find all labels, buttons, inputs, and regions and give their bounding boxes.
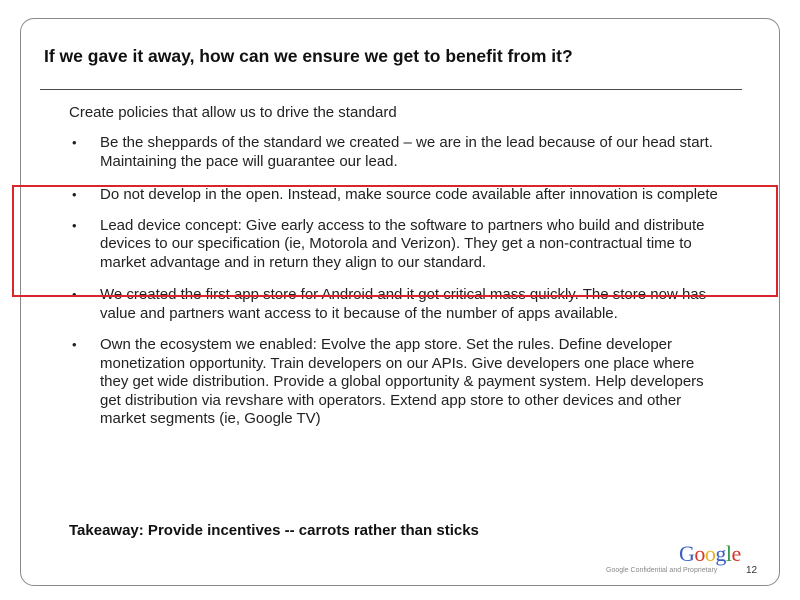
list-item bbox=[72, 134, 722, 171]
list-item bbox=[72, 336, 722, 429]
bullet-text: Lead device concept: Give early access to the software to partners who build and distribute devices to our specification (ie, Motorola and Verizon). They get a non-contractual time to market advantage and in return they align to our standard. bbox=[100, 216, 705, 271]
google-logo bbox=[679, 541, 741, 567]
intro-text: Create policies that allow us to drive the standard bbox=[69, 104, 397, 121]
bullet-dot: • bbox=[72, 337, 77, 352]
bullet-dot: • bbox=[72, 187, 77, 202]
slide-title: If we gave it away, how can we ensure we get to benefit from it? bbox=[44, 46, 573, 66]
bullet-dot: • bbox=[72, 217, 77, 233]
highlight-box bbox=[12, 185, 778, 297]
takeaway-text: Takeaway: Provide incentives -- carrots rather than sticks bbox=[69, 522, 479, 539]
logo-letter: G bbox=[679, 541, 695, 566]
bullet-text: We created the first app store for Android and it got critical mass quickly. The store now has value and partners want access to it because of the number of apps available. bbox=[100, 286, 707, 322]
bullet-text: Do not develop in the open. Instead, make source code available after innovation is complete bbox=[100, 186, 718, 203]
logo-letter: g bbox=[715, 541, 726, 566]
bullet-dot: • bbox=[72, 135, 77, 150]
logo-letter: l bbox=[725, 541, 732, 566]
bullet-dot: • bbox=[72, 287, 77, 302]
bullet-text: Own the ecosystem we enabled: Evolve the app store. Set the rules. Define developer monetization opportunity. Train developers on our APIs. Give developers one place where they get wide distribution. Provide a global opportunity & payment system. Help developers get distribution via revshare with operators. Extend app store to other devices and other market segments (ie, Google TV) bbox=[100, 336, 704, 427]
logo-letter: o bbox=[704, 541, 716, 566]
logo-letter: o bbox=[694, 541, 705, 566]
logo-letter: e bbox=[731, 541, 741, 566]
title-divider bbox=[40, 89, 742, 90]
page-number: 12 bbox=[746, 565, 758, 576]
bullet-text: Be the sheppards of the standard we created – we are in the lead because of our head start. Maintaining the pace will guarantee our lead. bbox=[100, 134, 713, 170]
confidential-footer: Google Confidential and Proprietary bbox=[606, 567, 718, 574]
